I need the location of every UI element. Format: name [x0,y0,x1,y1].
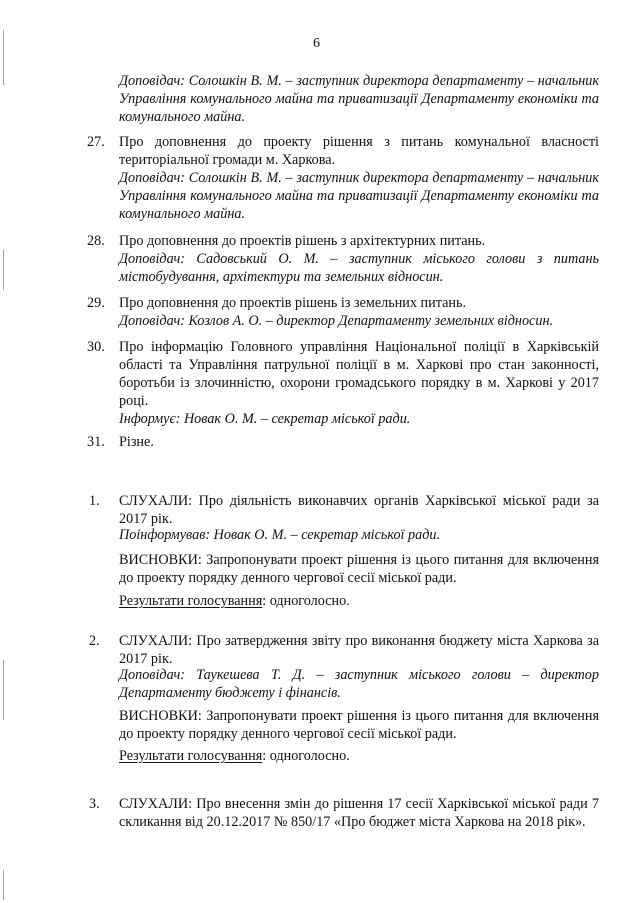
scan-edge-line [3,660,4,720]
agenda-item-title: Про інформацію Головного управління Національної поліції в Харківській області та Управління патрульної поліції в м. Харкові про стан законності, боротьби із злочинністю, охорони громадського порядку в м. Харкові у 2017 році. [119,339,599,409]
intro-rapporteur: Доповідач: Солошкін В. М. – заступник директора департаменту – начальник Управління комунального майна та приватизації Департаменту економіки та комунального майна. [119,73,599,125]
minutes-heard: СЛУХАЛИ: Про затвердження звіту про виконання бюджету міста Харкова за 2017 рік. [119,633,599,667]
agenda-item-rapporteur: Інформує: Новак О. М. – секретар міської ради. [119,411,411,427]
vote-label: Результати голосування [119,748,263,764]
agenda-item-rapporteur: Доповідач: Садовський О. М. – заступник міського голови з питань містобудування, архітектури та земельних відносин. [119,251,599,285]
minutes-item-number: 3. [89,796,100,812]
agenda-item-number: 31. [87,434,105,450]
agenda-item-number: 27. [87,134,105,150]
agenda-item-title: Про доповнення до проекту рішення з питань комунальної власності територіальної громади м. Харкова. [119,134,599,168]
page-number: 6 [313,36,320,51]
vote-label: Результати голосування [119,593,263,609]
minutes-heard: СЛУХАЛИ: Про діяльність виконавчих органів Харківської міської ради за 2017 рік. [119,493,599,527]
agenda-item-number: 29. [87,295,105,311]
vote-value: : одноголосно. [262,593,350,609]
minutes-heard: СЛУХАЛИ: Про внесення змін до рішення 17 сесії Харківської міської ради 7 скликання від 20.12.2017 № 850/17 «Про бюджет міста Харкова на 2018 рік». [119,796,599,830]
agenda-item-rapporteur: Доповідач: Солошкін В. М. – заступник директора департаменту – начальник Управління комунального майна та приватизації Департаменту економіки та комунального майна. [119,170,599,222]
minutes-conclusion: ВИСНОВКИ: Запропонувати проект рішення із цього питання для включення до проекту порядку денного чергової сесії міської ради. [119,552,599,586]
agenda-item-title: Різне. [119,434,154,450]
agenda-item-rapporteur: Доповідач: Козлов А. О. – директор Департаменту земельних відносин. [119,313,554,329]
minutes-item-number: 1. [89,493,100,509]
minutes-item-number: 2. [89,633,100,649]
scan-edge-line [3,870,4,900]
minutes-vote-result [119,592,599,610]
agenda-item-title: Про доповнення до проектів рішень із земельних питань. [119,295,467,311]
minutes-vote-result [119,747,599,765]
agenda-item-number: 28. [87,233,105,249]
agenda-item-title: Про доповнення до проектів рішень з архітектурних питань. [119,233,486,249]
minutes-conclusion: ВИСНОВКИ: Запропонувати проект рішення із цього питання для включення до проекту порядку денного чергової сесії міської ради. [119,708,599,742]
vote-value: : одноголосно. [262,748,350,764]
agenda-item-number: 30. [87,339,105,355]
scan-edge-line [3,250,4,290]
minutes-rapporteur: Доповідач: Таукешева Т. Д. – заступник міського голови – директор Департаменту бюджету і фінансів. [119,667,599,701]
minutes-rapporteur: Поінформував: Новак О. М. – секретар міської ради. [119,527,441,543]
